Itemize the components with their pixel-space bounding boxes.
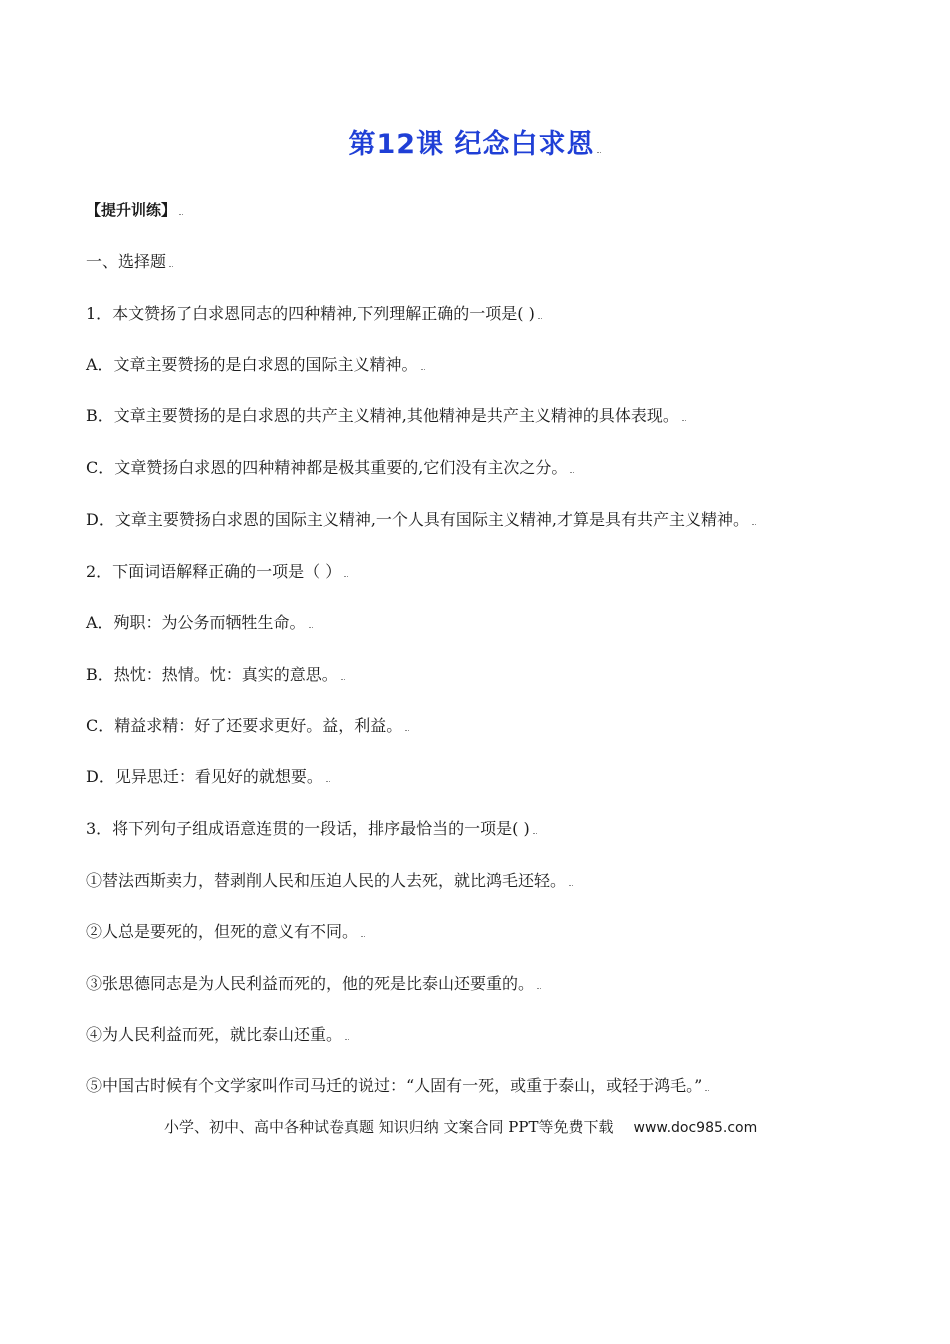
paragraph-mark-icon bbox=[682, 418, 686, 421]
page-title: 第12课 纪念白求恩 bbox=[0, 122, 950, 161]
question-3-sentence-2: ②人总是要死的，但死的意义有不同。 bbox=[86, 922, 365, 942]
paragraph-mark-icon bbox=[569, 883, 573, 886]
paragraph-mark-icon bbox=[421, 367, 425, 370]
paragraph-mark-icon bbox=[597, 150, 601, 153]
paragraph-mark-icon bbox=[361, 934, 365, 937]
paragraph-mark-icon bbox=[341, 677, 345, 680]
paragraph-mark-icon bbox=[570, 470, 574, 473]
question-2-option-b: B．热忱：热情。忱：真实的意思。 bbox=[86, 665, 345, 685]
page-footer bbox=[164, 1116, 757, 1137]
question-3-sentence-1: ①替法西斯卖力，替剥削人民和压迫人民的人去死，就比鸿毛还轻。 bbox=[86, 871, 573, 891]
question-3-sentence-4: ④为人民利益而死，就比泰山还重。 bbox=[86, 1025, 349, 1045]
question-2-stem: 2．下面词语解释正确的一项是（ ） bbox=[86, 562, 348, 582]
question-2-option-a: A．殉职：为公务而牺牲生命。 bbox=[86, 613, 313, 633]
paragraph-mark-icon bbox=[344, 574, 348, 577]
paragraph-mark-icon bbox=[537, 986, 541, 989]
question-1-option-a: A．文章主要赞扬的是白求恩的国际主义精神。 bbox=[86, 355, 425, 375]
question-2-option-d: D．见异思迁：看见好的就想要。 bbox=[86, 767, 330, 787]
part-heading: 一、选择题 bbox=[86, 252, 173, 272]
paragraph-mark-icon bbox=[326, 779, 330, 782]
paragraph-mark-icon bbox=[533, 831, 537, 834]
question-3-sentence-3: ③张思德同志是为人民利益而死的，他的死是比泰山还要重的。 bbox=[86, 974, 541, 994]
paragraph-mark-icon bbox=[169, 264, 173, 267]
question-2-option-c: C．精益求精：好了还要求更好。益，利益。 bbox=[86, 716, 409, 736]
footer-url-link[interactable]: www.doc985.com bbox=[633, 1120, 758, 1136]
question-3-stem: 3．将下列句子组成语意连贯的一段话，排序最恰当的一项是( ) bbox=[86, 819, 537, 839]
paragraph-mark-icon bbox=[538, 316, 542, 319]
question-1-option-c: C．文章赞扬白求恩的四种精神都是极其重要的,它们没有主次之分。 bbox=[86, 458, 574, 478]
question-1-option-d: D．文章主要赞扬白求恩的国际主义精神,一个人具有国际主义精神,才算是具有共产主义精神。 bbox=[86, 510, 756, 530]
question-3-sentence-5: ⑤中国古时候有个文学家叫作司马迁的说过：“人固有一死，或重于泰山，或轻于鸿毛。” bbox=[86, 1076, 709, 1096]
section-heading: 【提升训练】 bbox=[86, 200, 183, 220]
paragraph-mark-icon bbox=[179, 212, 183, 215]
question-1-stem: 1．本文赞扬了白求恩同志的四种精神,下列理解正确的一项是( ) bbox=[86, 304, 542, 324]
paragraph-mark-icon bbox=[309, 625, 313, 628]
question-1-option-b: B．文章主要赞扬的是白求恩的共产主义精神,其他精神是共产主义精神的具体表现。 bbox=[86, 406, 686, 426]
paragraph-mark-icon bbox=[405, 728, 409, 731]
paragraph-mark-icon bbox=[752, 522, 756, 525]
paragraph-mark-icon bbox=[345, 1037, 349, 1040]
paragraph-mark-icon bbox=[705, 1088, 709, 1091]
footer-text: 小学、初中、高中各种试卷真题 知识归纳 文案合同 PPT等免费下载 bbox=[164, 1118, 614, 1136]
